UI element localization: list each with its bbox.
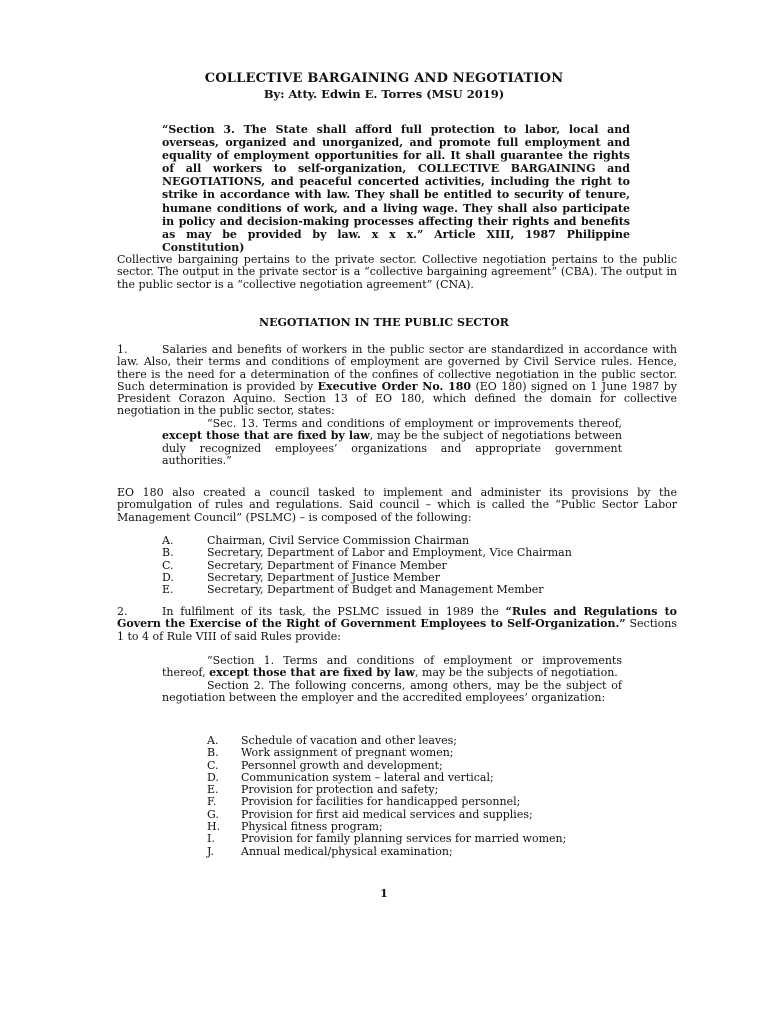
paragraph-1	[117, 344, 677, 418]
item-text: Provision for facilities for handicapped personnel;	[241, 795, 521, 809]
quote-text: , may be the subject of negotiations between duly recognized employees’ organizations and appropriate government authorities.”	[162, 429, 622, 467]
item-letter: E.	[207, 783, 219, 797]
section-heading: NEGOTIATION IN THE PUBLIC SECTOR	[259, 316, 509, 329]
quote-text: “Section 1. Terms and conditions of employment or improvements thereof,	[162, 654, 622, 680]
item-text: Provision for family planning services for married women;	[241, 832, 567, 846]
item-text: Work assignment of pregnant women;	[241, 746, 454, 760]
item-letter: F.	[207, 795, 217, 809]
rules-section-1	[162, 655, 622, 680]
item-text: Secretary, Department of Labor and Employment, Vice Chairman	[207, 546, 572, 560]
item-text: Communication system – lateral and vertical;	[241, 770, 494, 784]
item-text: Annual medical/physical examination;	[241, 844, 453, 858]
item-letter: C.	[207, 758, 219, 772]
rules-section-2	[162, 680, 622, 705]
bold-text: Executive Order No. 180	[317, 379, 472, 393]
item-text: Schedule of vacation and other leaves;	[241, 734, 457, 747]
item-letter: I.	[207, 832, 215, 846]
item-letter: G.	[207, 807, 219, 821]
item-text: Chairman, Civil Service Commission Chairman	[207, 534, 470, 547]
paragraph-text: Salaries and benefits of workers in the public sector are standardized in accordance with law. Also, their terms and conditions of employment are governed by Civil Service rules. Hence, there is the need for a determination of the confines of collective negotiation in the public sector. Such determination is provided by	[117, 343, 677, 393]
rules-quote	[162, 655, 622, 704]
bold-text: except those that are fixed by law	[209, 666, 416, 680]
item-text: Secretary, Department of Justice Member	[207, 570, 440, 584]
item-text: Physical fitness program;	[241, 820, 383, 834]
item-letter: E.	[162, 583, 174, 597]
document-title: COLLECTIVE BARGAINING AND NEGOTIATION	[204, 71, 564, 86]
paragraph-text: In fulfilment of its task, the PSLMC issued in 1989 the	[162, 605, 506, 618]
item-letter: A.	[207, 734, 219, 747]
pslmc-paragraph: EO 180 also created a council tasked to implement and administer its provisions by the promulgation of rules and regulations. Said council – which is called the “Public Sector Labor Management Council” (PSLMC) – is composed of the following:	[117, 486, 677, 524]
item-letter: B.	[207, 746, 219, 760]
negotiation-concerns-list	[207, 735, 607, 858]
council-members-list	[162, 535, 572, 596]
item-letter: B.	[162, 546, 174, 560]
paragraph-2	[117, 606, 677, 643]
paragraph-number: 2.	[117, 605, 128, 618]
bold-text: “Rules and Regulations to Govern the Exercise of the Right of Government Employees to Self-Organization.”	[117, 605, 677, 631]
quote-text: Section 2. The following concerns, among others, may be the subject of negotiation between the employer and the accredited employees’ organization:	[162, 678, 622, 704]
list-item	[207, 796, 607, 808]
list-item	[207, 833, 607, 845]
list-item	[207, 846, 607, 858]
item-letter: J.	[207, 844, 215, 858]
list-item	[207, 747, 607, 759]
item-text: Secretary, Department of Finance Member	[207, 558, 447, 572]
paragraph-number: 1.	[117, 343, 128, 356]
quote-text: , may be the subjects of negotiation.	[415, 666, 618, 680]
item-letter: A.	[162, 534, 174, 547]
item-letter: H.	[207, 820, 221, 834]
item-text: Secretary, Department of Budget and Management Member	[207, 583, 544, 597]
document-byline: By: Atty. Edwin E. Torres (MSU 2019)	[263, 87, 505, 101]
item-text: Provision for first aid medical services and supplies;	[241, 807, 533, 821]
item-text: Personnel growth and development;	[241, 758, 443, 772]
constitution-quote: “Section 3. The State shall afford full protection to labor, local and overseas, organized and unorganized, and promote full employment and equality of employment opportunities for all. It shall guarantee the rights of all workers to self-organization, COLLECTIVE BARGAINING and NEGOTIATIONS, and peaceful concerted activities, including the right to strike in accordance with law. They shall be entitled to security of tenure, humane conditions of work, and a living wage. They shall also participate in policy and decision-making processes affecting their rights and benefits as may be provided by law. x x x.” Article XIII, 1987 Philippine Constitution)	[162, 123, 630, 254]
quote-text: “Sec. 13. Terms and conditions of employment or improvements thereof,	[207, 417, 622, 430]
paragraph-text: Sections 1 to 4 of Rule VIII of said Rules provide:	[117, 617, 678, 643]
item-letter: D.	[207, 770, 219, 784]
paragraph-text: (EO 180) signed on 1 June 1987 by President Corazon Aquino. Section 13 of EO 180, which defined the domain for collective negotiation in the public sector, states:	[117, 379, 677, 418]
sec13-quote	[162, 418, 622, 467]
list-item	[162, 584, 572, 596]
intro-paragraph: Collective bargaining pertains to the private sector. Collective negotiation pertains to the public sector. The output in the private sector is a “collective bargaining agreement” (CBA). The output in the public sector is a “collective negotiation agreement” (CNA).	[117, 253, 677, 291]
item-text: Provision for protection and safety;	[241, 783, 439, 797]
item-letter: C.	[162, 558, 174, 572]
bold-text: except those that are fixed by law	[162, 429, 370, 443]
page-number: 1	[380, 887, 388, 900]
item-letter: D.	[162, 570, 174, 584]
